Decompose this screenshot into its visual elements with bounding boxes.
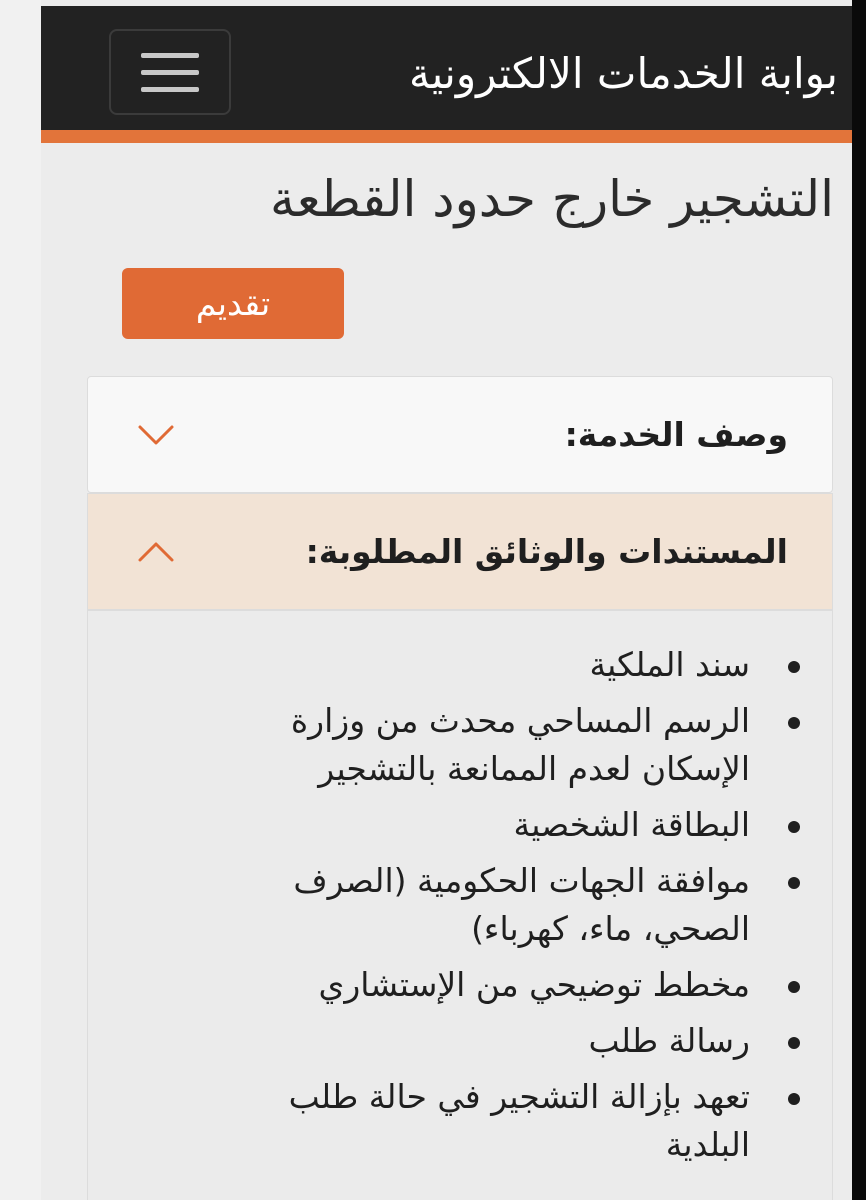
chevron-up-icon [134, 532, 178, 572]
top-navbar [41, 6, 852, 130]
required-documents-panel-body [87, 610, 833, 1200]
required-documents-panel-header[interactable] [87, 493, 833, 610]
document-item: رسالة طلب [242, 1017, 802, 1065]
left-edge [0, 0, 41, 1200]
hamburger-menu-icon-line [141, 87, 199, 92]
hamburger-menu-icon [141, 53, 199, 58]
navbar-accent-strip [41, 130, 852, 143]
required-documents-title: المستندات والوثائق المطلوبة: [305, 532, 788, 571]
page-title: التشجير خارج حدود القطعة [270, 170, 834, 228]
document-item: الرسم المساحي محدث من وزارة الإسكان لعدم الممانعة بالتشجير [242, 697, 802, 793]
document-item: سند الملكية [242, 641, 802, 689]
document-item: موافقة الجهات الحكومية (الصرف الصحي، ماء، كهرباء) [242, 857, 802, 953]
document-item: مخطط توضيحي من الإستشاري [242, 961, 802, 1009]
menu-button[interactable] [109, 29, 231, 115]
right-edge [852, 0, 866, 1200]
service-description-title: وصف الخدمة: [564, 415, 788, 454]
required-documents-list [242, 641, 802, 1177]
service-description-panel[interactable] [87, 376, 833, 493]
portal-title[interactable]: بوابة الخدمات الالكترونية [408, 49, 838, 98]
document-item: البطاقة الشخصية [242, 801, 802, 849]
document-item: تعهد بإزالة التشجير في حالة طلب البلدية [242, 1073, 802, 1169]
hamburger-menu-icon-line [141, 70, 199, 75]
submit-button[interactable]: تقديم [122, 268, 344, 339]
chevron-down-icon [134, 415, 178, 455]
